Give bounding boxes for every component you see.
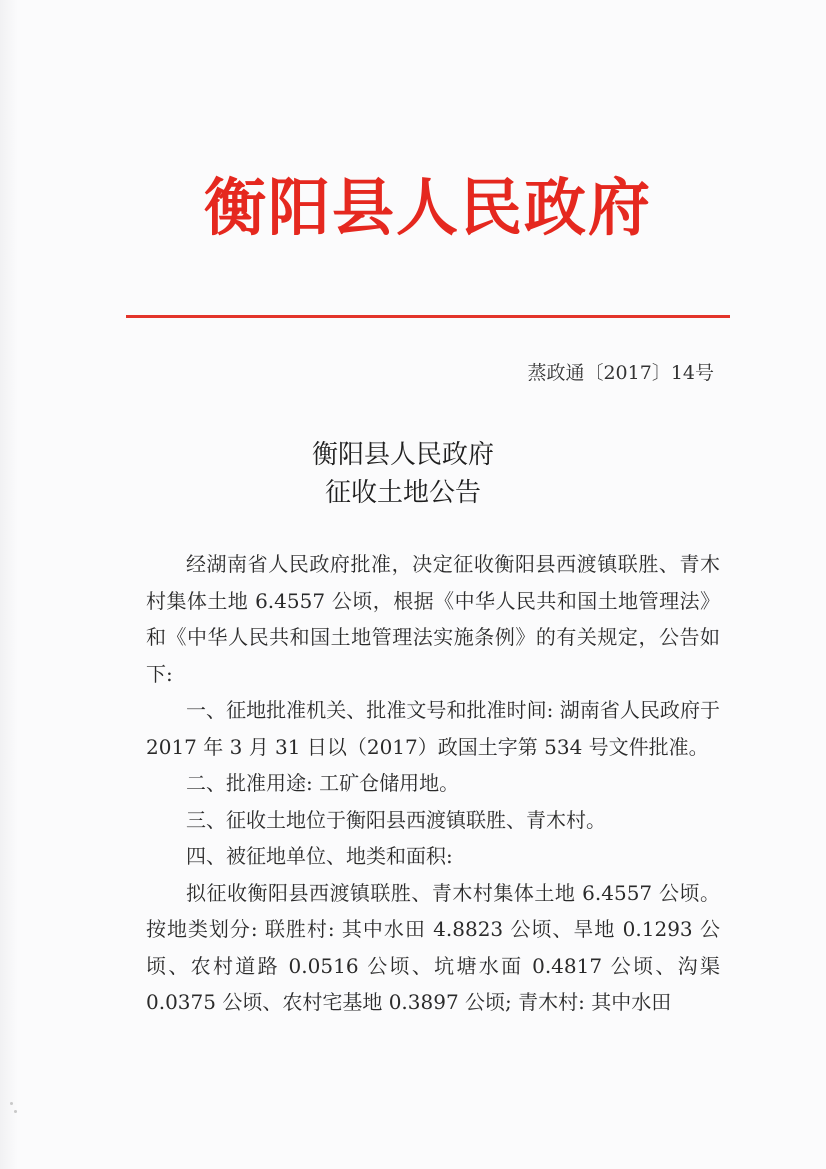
paragraph-location: 三、征收土地位于衡阳县西渡镇联胜、青木村。 xyxy=(186,807,606,832)
paragraph-land-units-heading: 四、被征地单位、地类和面积: xyxy=(186,844,453,868)
paragraph-intro: 经湖南省人民政府批准，决定征收衡阳县西渡镇联胜、青木村集体土地 6.4557 公顷，根据《中华人民共和国土地管理法》和《中华人民共和国土地管理法实施条例》的有关规定，公告如下: xyxy=(146,552,720,686)
notice-title-line-1: 衡阳县人民政府 xyxy=(311,440,494,470)
document-number: 蒸政通〔2017〕14号 xyxy=(527,362,714,384)
scan-speck xyxy=(14,1110,17,1113)
notice-title-line-2: 征收土地公告 xyxy=(324,478,481,508)
masthead-org-name: 衡阳县人民政府 xyxy=(203,171,652,244)
masthead-red-rule xyxy=(126,315,730,318)
paragraph-purpose: 二、批准用途: 工矿仓储用地。 xyxy=(186,771,460,795)
scan-edge xyxy=(0,0,18,1169)
paragraph-land-units-detail: 拟征收衡阳县西渡镇联胜、青木村集体土地 6.4557 公顷。按地类划分: 联胜村: 其中水田 4.8823 公顷、旱地 0.1293 公顷、农村道路 0.0516 公顷、坑塘水面 0.4817 公顷、沟渠 0.0375 公顷、农村宅基地 0.3897 公顷; 青木村: 其中水田 xyxy=(146,880,720,1014)
paragraph-approval: 一、征地批准机关、批准文号和批准时间: 湖南省人民政府于 2017 年 3 月 31 日以（2017）政国土字第 534 号文件批准。 xyxy=(146,698,720,759)
notice-body xyxy=(146,546,720,1021)
scan-speck xyxy=(10,1102,13,1105)
